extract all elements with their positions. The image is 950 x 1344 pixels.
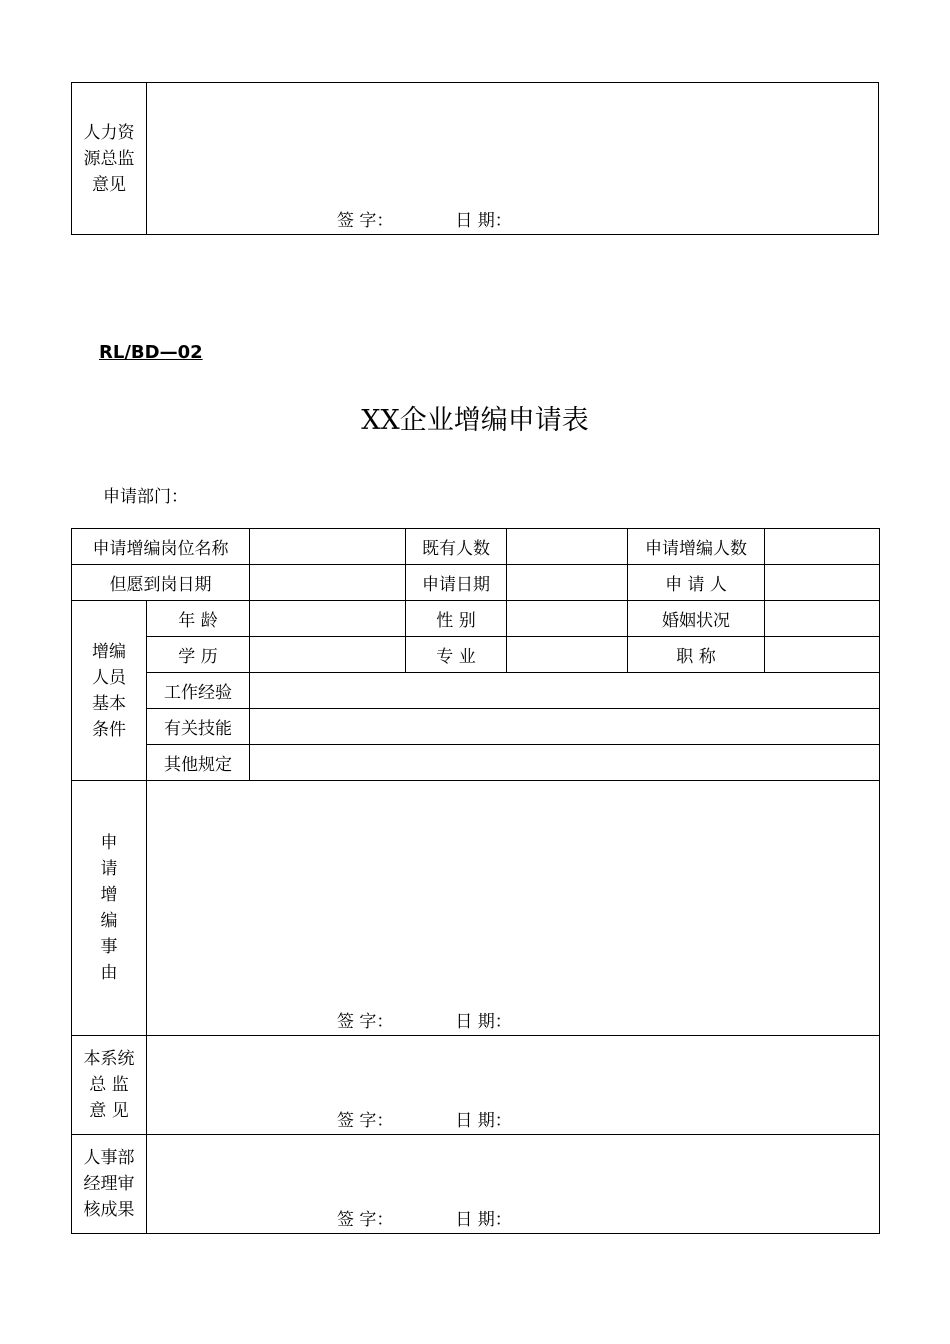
signature-line [337,206,512,231]
application-date-field[interactable] [507,565,628,601]
application-date-label: 申请日期 [406,565,507,601]
form-title: XX企业增编申请表 [361,405,589,436]
other-requirements-field[interactable] [250,745,880,781]
major-field[interactable] [507,637,628,673]
skills-field[interactable] [250,709,880,745]
request-reason-label: 申 请 增 编 事 由 [72,781,147,1036]
education-field[interactable] [250,637,406,673]
hr-manager-review-label: 人事部 经理审 核成果 [72,1135,147,1234]
marital-status-label: 婚姻状况 [628,601,765,637]
applying-department-label: 申请部门： [103,487,188,507]
hr-director-opinion-field[interactable] [147,83,879,235]
work-experience-label: 工作经验 [147,673,250,709]
skills-label: 有关技能 [147,709,250,745]
gender-field[interactable] [507,601,628,637]
signature-label: 签 字： [337,1111,394,1131]
request-reason-field[interactable] [147,781,880,1036]
work-experience-field[interactable] [250,673,880,709]
date-label: 日 期： [455,211,512,231]
signature-label: 签 字： [337,1012,394,1032]
position-name-label: 申请增编岗位名称 [72,529,250,565]
signature-line [337,1106,512,1131]
signature-line [337,1205,512,1230]
applicant-field[interactable] [765,565,880,601]
system-director-opinion-field[interactable] [147,1036,880,1135]
position-name-field[interactable] [250,529,406,565]
expected-date-label: 但愿到岗日期 [72,565,250,601]
hr-manager-review-field[interactable] [147,1135,880,1234]
age-label: 年 龄 [147,601,250,637]
expected-date-field[interactable] [250,565,406,601]
staffing-request-table [71,528,880,1234]
basic-conditions-label: 增编 人员 基本 条件 [72,601,147,781]
existing-count-field[interactable] [507,529,628,565]
major-label: 专 业 [406,637,507,673]
date-label: 日 期： [455,1210,512,1230]
age-field[interactable] [250,601,406,637]
professional-title-field[interactable] [765,637,880,673]
requested-count-field[interactable] [765,529,880,565]
marital-status-field[interactable] [765,601,880,637]
hr-director-opinion-table [71,82,879,235]
signature-line [337,1007,512,1032]
system-director-opinion-label: 本系统 总 监 意 见 [72,1036,147,1135]
signature-label: 签 字： [337,1210,394,1230]
other-requirements-label: 其他规定 [147,745,250,781]
professional-title-label: 职 称 [628,637,765,673]
education-label: 学 历 [147,637,250,673]
hr-director-opinion-label: 人力资 源总监 意见 [72,83,147,235]
existing-count-label: 既有人数 [406,529,507,565]
form-code: RL/BD—02 [99,342,203,363]
gender-label: 性 别 [406,601,507,637]
applicant-label: 申 请 人 [628,565,765,601]
requested-count-label: 申请增编人数 [628,529,765,565]
signature-label: 签 字： [337,211,394,231]
date-label: 日 期： [455,1111,512,1131]
date-label: 日 期： [455,1012,512,1032]
